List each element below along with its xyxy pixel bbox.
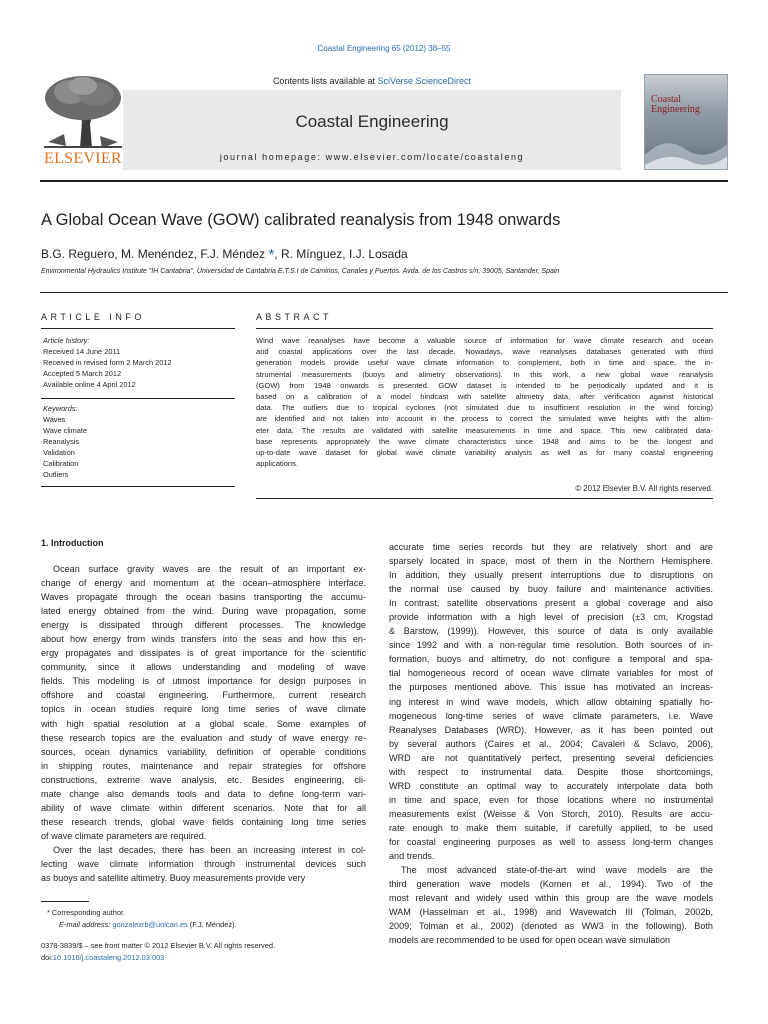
corresponding-author-mark[interactable]: * (268, 246, 275, 263)
body-text-line: 2009; Tolman et al., 2002) (denoted as WW3 in the following). Both (389, 921, 713, 932)
abstract-line: (GOW) from 1948 onwards is presented. GOW dataset is intended to be periodically updated and it is (256, 380, 713, 390)
abstract-text (256, 335, 713, 469)
body-text-line: lated energy obtained from the wind. During wave propagation, some (41, 606, 366, 617)
body-text-line: offshore and coastal engineering. Furthermore, current research (41, 690, 366, 701)
body-text-line: WRD constitute an optimal way to accurately interpolate data both (389, 780, 713, 791)
elsevier-tree-icon (40, 72, 126, 150)
abstract-line: generation models provide useful wave climate information to complement, both in time and space, the in- (256, 358, 713, 368)
issn-line (41, 940, 371, 964)
abstract-line: and coastal applications over the last decade. Nowadays, wave reanalyses databases generated with third (256, 347, 713, 357)
body-text-line: for coastal engineering purposes as well to assess long-term changes (389, 836, 713, 847)
body-text-line: these research topics are the evaluation and study of wave energy re- (41, 732, 366, 743)
body-text-line: energy is dissipated through different processes. The knowledge (41, 620, 366, 631)
header-rule (40, 180, 728, 182)
body-text-line: with high spatial resolution at a global scale. Some examples of (41, 718, 366, 729)
masthead (40, 72, 728, 172)
body-text-line: community, since it allows understanding and modeling of wave (41, 662, 366, 673)
body-text-line: Over the last decades, there has been an increasing interest in col- (53, 844, 366, 855)
abstract-rule (256, 328, 713, 329)
email-label: E-mail address: (59, 920, 113, 929)
authors-part-2: , R. Mínguez, I.J. Losada (274, 247, 408, 261)
body-text-line: Waves propagate through the ocean basins transporting the accumu- (41, 592, 366, 603)
footnote (47, 907, 367, 931)
body-text-line: rate enough to make them suitable, if carefully applied, to be used (389, 822, 713, 833)
body-text-line: sparsely located in space, most of them in the Northern Hemisphere. (389, 556, 713, 567)
affiliation: Environmental Hydraulics Institute "IH Cantabria", Universidad de Cantabria E.T.S.I de Caminos, Canales y Puertos. Avda. de los Castros s/n, 39005, Santander, Spain (41, 268, 560, 275)
body-text-line: The most advanced state-of-the-art wind wave models are the (401, 865, 713, 876)
body-text-line: measurements exist (Weisse & Von Storch, 2010). Results are accu- (389, 808, 713, 819)
article-info-rule (41, 328, 235, 329)
corresponding-author-note: * Corresponding author. (47, 908, 126, 917)
elsevier-logo[interactable] (40, 72, 126, 170)
article-info-bottom-rule (41, 486, 235, 487)
keyword-item: Reanalysis (43, 437, 80, 446)
body-text-line: change of energy and momentum at the ocean–atmosphere interface. (41, 578, 366, 589)
keyword-item: Calibration (43, 459, 79, 468)
keyword-item: Validation (43, 448, 75, 457)
body-text-line: as buoys and satellite altimetry. Buoy measurements provide very (41, 873, 306, 884)
body-text-line: about how energy from winds transfers into the seas and how this en- (41, 634, 366, 645)
journal-cover-image[interactable] (644, 74, 728, 170)
abstract-line: data. The outliers due to tropical cyclones (not simulated due to insufficient resolution in the wind forcing) (256, 403, 713, 413)
sciencedirect-link[interactable]: SciVerse ScienceDirect (377, 76, 472, 86)
article-title: A Global Ocean Wave (GOW) calibrated reanalysis from 1948 onwards (41, 211, 561, 229)
contents-prefix: Contents lists available at (272, 76, 378, 86)
journal-homepage[interactable]: journal homepage: www.elsevier.com/locate/coastaleng (219, 152, 525, 162)
body-text-line: and trends. (389, 851, 435, 862)
history-item: Available online 4 April 2012 (43, 380, 136, 389)
history-item: Received 14 June 2011 (43, 347, 121, 356)
footnote-rule (41, 901, 89, 902)
journal-title: Coastal Engineering (295, 112, 449, 131)
abstract-line: strumental measurements (buoys and alimetry observations). In this work, a new global wave reanalysis (256, 369, 713, 379)
body-text-line: In addition, they usually present interruptions due to disruptions on (389, 570, 713, 581)
body-column-left (41, 562, 366, 885)
history-label: Article history: (43, 336, 90, 345)
body-text-line: Reanalyses Databases (WRD). However, as it has been pointed out (389, 724, 713, 735)
elsevier-wordmark: ELSEVIER (44, 150, 122, 167)
abstract-line: applications. (256, 459, 298, 469)
body-text-line: fields. This modeling is of utmost importance for design purposes in (41, 676, 366, 687)
keyword-item: Wave climate (43, 426, 88, 435)
body-text-line: by several authors (Caires et al., 2004; Cavaleri & Sclavo, 2006), (389, 738, 713, 749)
body-text-line: with respect to instrumental data. Despite those shortcomings, (389, 766, 713, 777)
history-item: Accepted 5 March 2012 (43, 369, 122, 378)
body-text-line: sources, ocean dynamics variability, definition of operable conditions (41, 746, 366, 757)
body-text-line: mate change also demands tools and data to define long-term vari- (41, 788, 366, 799)
body-text-line: in shipping routes, maintenance and repair strategies for offshore (41, 760, 366, 771)
abstract-bottom-rule (256, 498, 713, 499)
front-matter-note: 0378-3839/$ – see front matter © 2012 Elsevier B.V. All rights reserved. (41, 941, 275, 950)
history-item: Received in revised form 2 March 2012 (43, 358, 172, 367)
article-info-heading: ARTICLE INFO (41, 312, 145, 322)
cover-wave-icon (645, 115, 728, 170)
masthead-center (123, 72, 621, 172)
cover-title: Coastal Engineering (651, 94, 700, 115)
authors-part-1: B.G. Reguero, M. Menéndez, F.J. Méndez (41, 247, 269, 261)
abstract-line: eter data. The results are validated with satellite measurements in time and space. This new calibrated data- (256, 425, 713, 435)
article-history (43, 335, 233, 390)
email-link[interactable]: gonzalezrb@unican.es (112, 920, 188, 929)
body-text-line: most relevant and widely used within this group are the wave models (389, 893, 713, 904)
email-suffix: (F.J. Méndez). (187, 920, 237, 929)
author-list (41, 245, 731, 262)
body-text-line: accurate time series records but they are relatively short and are (389, 542, 713, 552)
body-text-line: ing interest in wind wave models, which allow obtaining spatially ho- (389, 696, 713, 707)
body-text-line: WAM (Hasselman et al., 1998) and Wavewatch III (Tolman, 2002b, (389, 907, 713, 918)
keyword-item: Outliers (43, 470, 69, 479)
doi-link[interactable]: 10.1016/j.coastaleng.2012.03.003 (52, 953, 165, 962)
body-text-line: since 1992 and with a non-regular time resolution. Both sources of in- (389, 640, 713, 651)
body-text-line: these research trends, global wave fields containing long time series (41, 816, 366, 827)
abstract-line: Wind wave reanalyses have become a valuable source of information for wave climate research and ocean (256, 336, 713, 345)
title-rule (40, 292, 728, 293)
journal-reference[interactable]: Coastal Engineering 65 (2012) 38–55 (317, 44, 451, 53)
body-text-line: provide information with a high level of precision (±3 cm, Krogstad (389, 612, 713, 623)
abstract-line: base represents appropriately the wave climate characteristics since 1948 and aims to be the longest and (256, 436, 713, 446)
body-text-line: topics in ocean studies require long time series of wave climate (41, 704, 366, 715)
section-heading-introduction: 1. Introduction (41, 538, 104, 548)
body-text-line: tial homogeneous record of ocean wave climate variables for most of (389, 668, 713, 679)
body-text-line: the normal use caused by buoy failure and maintenance activities. (389, 584, 713, 595)
title-band (123, 90, 621, 170)
body-text-line: third generation wave models (Komen et al., 1994). Two of the (389, 879, 713, 890)
doi-prefix: doi: (41, 953, 53, 962)
abstract-line: are identified and not taken into account in the process to correct the simulated wave heights with the altim- (256, 414, 713, 424)
abstract-line: up-to-date wave dataset for global wave climate variability analysis as well as for many coastal engineering (256, 448, 713, 458)
keywords-label: Keywords: (43, 404, 78, 413)
body-text-line: lecting wave climate information through instrumental devices such (41, 858, 366, 869)
body-text-line: constructions, extreme wave analysis, etc. Besides engineering, cli- (41, 774, 366, 785)
contents-available (123, 74, 621, 88)
body-text-line: In contrast, satellite observations present a global coverage and also (389, 598, 713, 609)
abstract-line: based on a calibration of a model hindcast with satellite altimetry data, after verification against historical (256, 392, 713, 402)
body-text-line: models are recommended to be used for open ocean wave simulation (389, 935, 671, 946)
body-text-line: & Barstow, (1999)). However, this source of data is only available (389, 626, 713, 637)
article-info-divider (41, 398, 235, 399)
body-text-line: ability of wave climate within different scenarios. Note that for all (41, 802, 366, 813)
body-text-line: in time and space, even for those locations where no instrumental (389, 794, 713, 805)
abstract-heading: ABSTRACT (256, 312, 333, 322)
body-text-line: mogeneous long-time series of wave climate parameters, i.e. Wave (389, 710, 713, 721)
body-text-line: the purposes mentioned above. This issue has motivated an increas- (389, 682, 713, 693)
body-text-line: WRD are not quantitatively perfect, presenting several deficiencies (389, 752, 713, 763)
body-text-line: ergy propagates and dissipates is of great importance for the scientific (41, 648, 366, 659)
keywords (43, 403, 233, 480)
body-text-line: of wave climate parameters are required. (41, 830, 207, 841)
body-text-line: formation, buoys and altimetry, do not configure a temporal and spa- (389, 654, 713, 665)
body-column-right (389, 540, 713, 947)
copyright-notice: © 2012 Elsevier B.V. All rights reserved. (575, 484, 713, 493)
body-text-line: Ocean surface gravity waves are the result of an important ex- (53, 564, 366, 574)
keyword-item: Waves (43, 415, 66, 424)
